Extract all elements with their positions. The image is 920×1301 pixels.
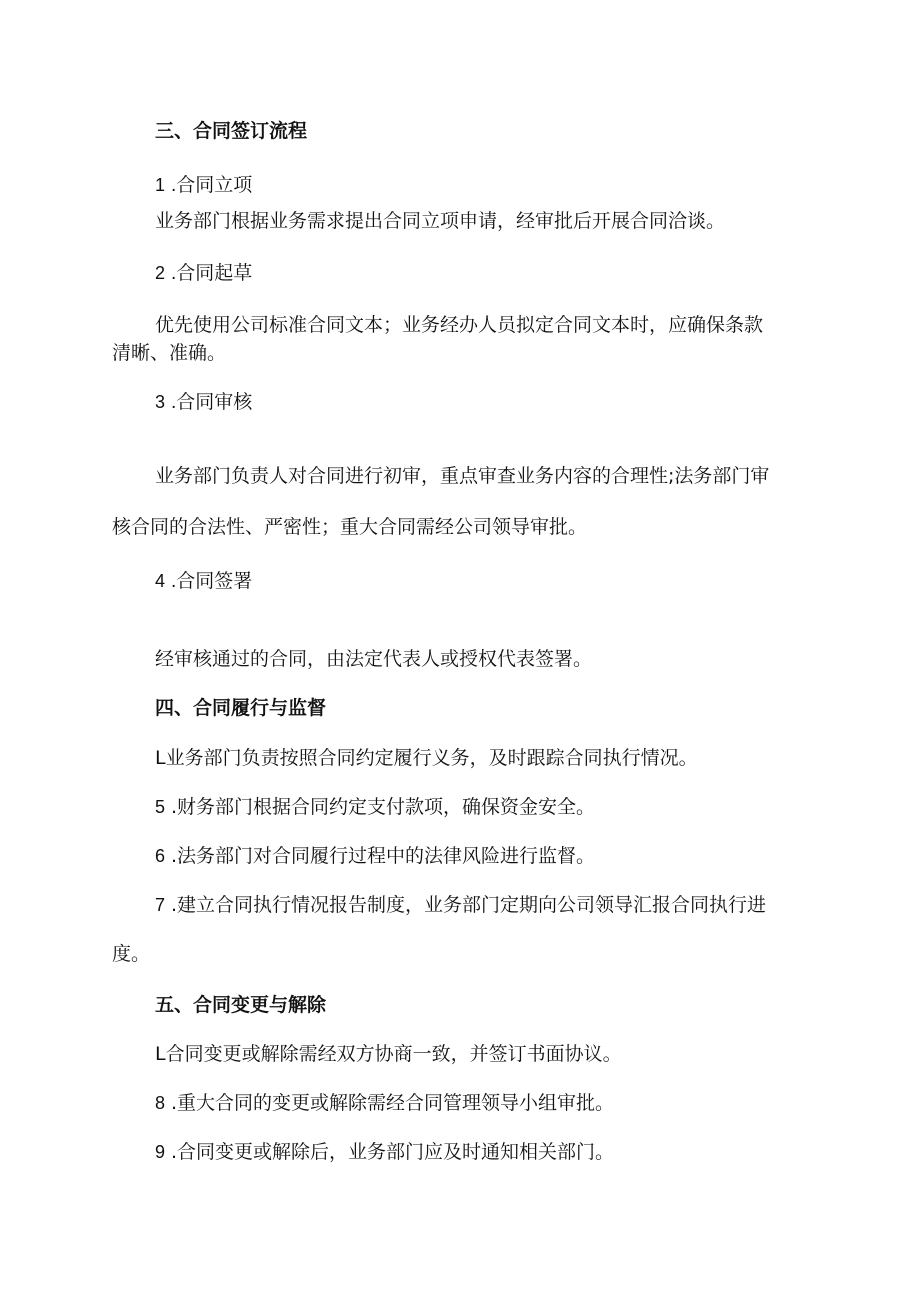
item-heading-1: 1 .合同立项 bbox=[155, 174, 253, 196]
list-line: L业务部门负责按照合同约定履行义务，及时跟踪合同执行情况。 bbox=[155, 747, 698, 769]
item-number: 9 bbox=[155, 1142, 166, 1162]
item-heading-3: 3 .合同审核 bbox=[155, 391, 253, 413]
item-title: 合同审核 bbox=[176, 391, 253, 413]
paragraph-line: 业务部门负责人对合同进行初审，重点审查业务内容的合理性;法务部门审 bbox=[155, 465, 770, 487]
list-text: .合同变更或解除后，业务部门应及时通知相关部门。 bbox=[171, 1141, 615, 1163]
paragraph-line: 优先使用公司标准合同文本；业务经办人员拟定合同文本时，应确保条款 bbox=[155, 314, 764, 336]
list-line bbox=[155, 893, 766, 917]
paragraph-line: 核合同的合法性、严密性；重大合同需经公司领导审批。 bbox=[112, 516, 588, 538]
item-heading-4: 4 .合同签署 bbox=[155, 570, 253, 592]
item-number: 5 bbox=[155, 797, 166, 817]
list-line bbox=[155, 1140, 614, 1164]
item-number: 8 bbox=[155, 1093, 166, 1113]
list-text: .财务部门根据合同约定支付款项，确保资金安全。 bbox=[171, 796, 596, 818]
item-number: 3 bbox=[155, 392, 166, 412]
list-text: .法务部门对合同履行过程中的法律风险进行监督。 bbox=[171, 845, 596, 867]
list-text: .重大合同的变更或解除需经合同管理领导小组审批。 bbox=[171, 1092, 615, 1114]
item-number: 1 bbox=[155, 175, 166, 195]
list-text: .建立合同执行情况报告制度，业务部门定期向公司领导汇报合同执行进 bbox=[171, 894, 767, 916]
item-title: 合同签署 bbox=[176, 570, 253, 592]
section-heading-3: 三、合同签订流程 bbox=[155, 120, 308, 142]
item-heading-2: 2 .合同起草 bbox=[155, 262, 253, 284]
list-line-continuation: 度。 bbox=[112, 943, 151, 965]
section-heading-5: 五、合同变更与解除 bbox=[155, 994, 327, 1016]
paragraph-line: 业务部门根据业务需求提出合同立项申请，经审批后开展合同洽谈。 bbox=[155, 210, 726, 232]
list-line bbox=[155, 795, 595, 819]
item-number: 4 bbox=[155, 571, 166, 591]
item-number: 2 bbox=[155, 263, 166, 283]
paragraph-line: 清晰、准确。 bbox=[112, 342, 227, 364]
item-title: 合同立项 bbox=[176, 174, 253, 196]
item-number: 7 bbox=[155, 895, 166, 915]
item-title: 合同起草 bbox=[176, 262, 253, 284]
list-line: L合同变更或解除需经双方协商一致，并签订书面协议。 bbox=[155, 1043, 622, 1065]
item-number: 6 bbox=[155, 846, 166, 866]
section-heading-4: 四、合同履行与监督 bbox=[155, 697, 327, 719]
paragraph-line: 经审核通过的合同，由法定代表人或授权代表签署。 bbox=[155, 648, 593, 670]
list-line bbox=[155, 844, 595, 868]
list-line bbox=[155, 1091, 614, 1115]
